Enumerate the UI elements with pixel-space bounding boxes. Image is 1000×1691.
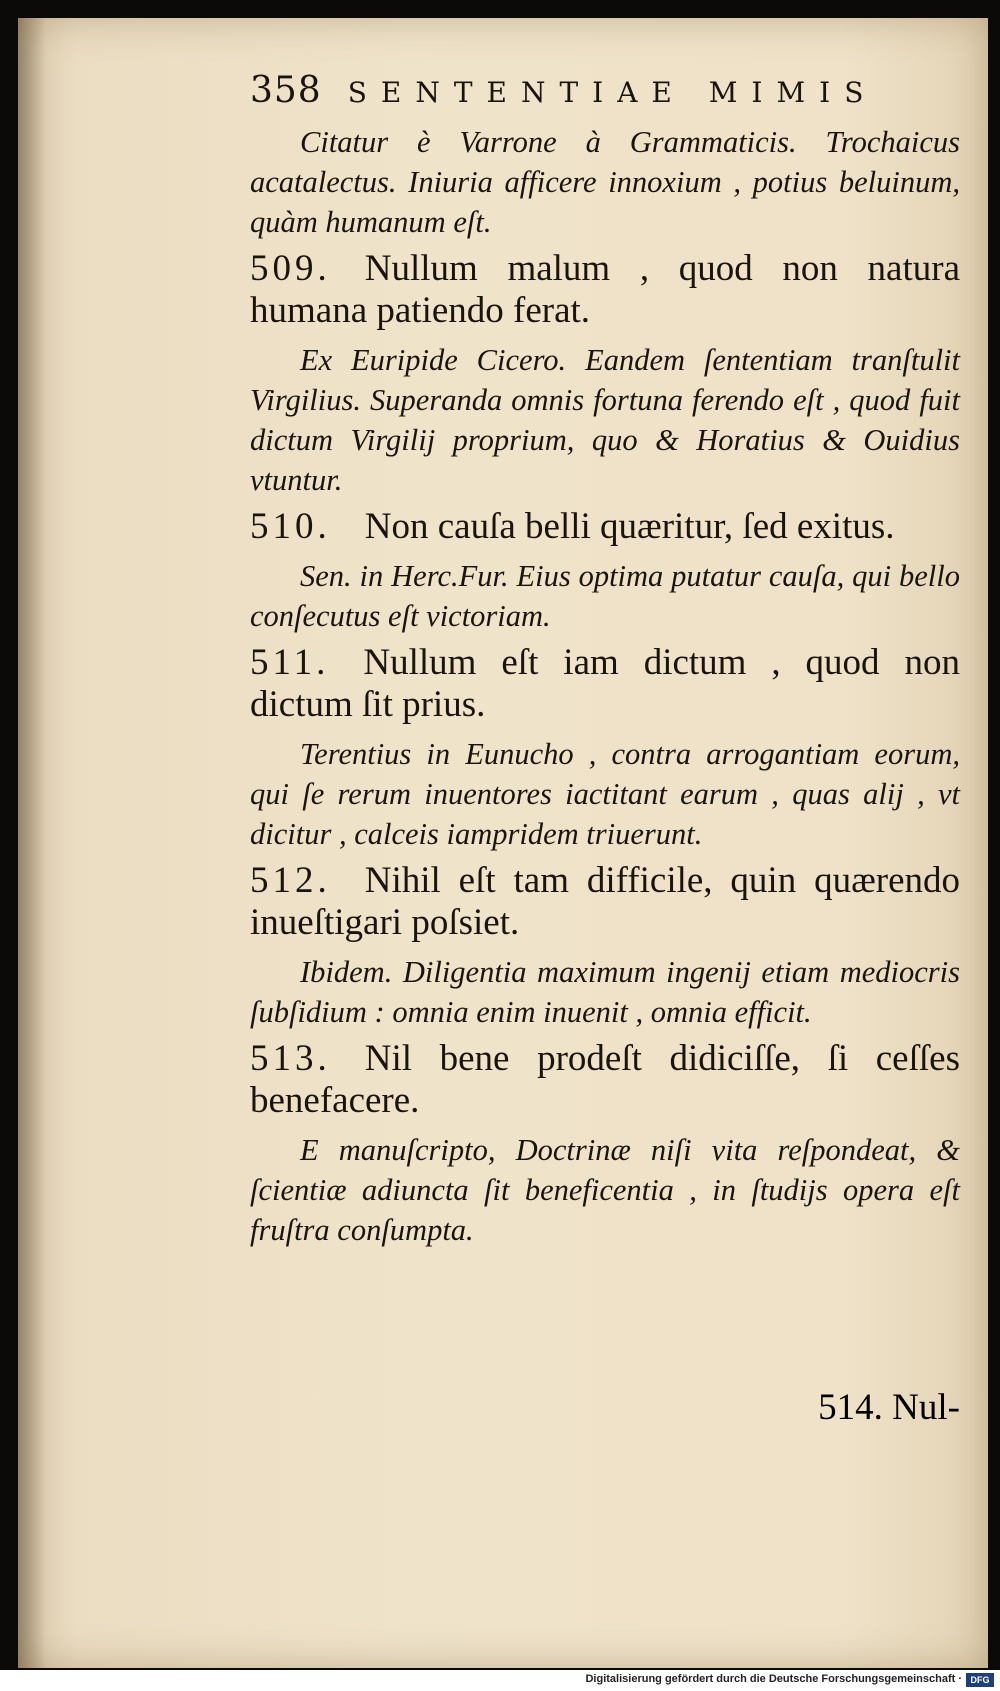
sentence-513 — [250, 1038, 960, 1122]
sentence-number: 513. — [250, 1038, 331, 1079]
sentence-512 — [250, 860, 960, 944]
sentence-511 — [250, 642, 960, 726]
sentence-number: 509. — [250, 248, 331, 289]
commentary-509: Ex Euripide Cicero. Eandem ſententiam tranſtulit Virgilius. Superanda omnis fortuna ferendo eſt , quod fuit dictum Virgilij proprium, quo & Horatius & Ouidius vtuntur. — [250, 343, 960, 497]
commentary-508: Citatur è Varrone à Grammaticis. Trochaicus acatalectus. Iniuria afficere innoxium , potius beluinum, quàm humanum eſt. — [250, 125, 960, 239]
commentary-512: Ibidem. Diligentia maximum ingenij etiam mediocris ſubſidium : omnia enim inuenit , omnia efficit. — [250, 955, 960, 1029]
commentary-513: E manuſcripto, Doctrinæ niſi vita reſpondeat, & ſcientiæ adiuncta ſit beneficentia , in ſtudijs opera eſt fruſtra conſumpta. — [250, 1133, 960, 1247]
sentence-509 — [250, 248, 960, 332]
page-text — [250, 70, 960, 1250]
sentence-text: Nullum malum , quod non natura humana patiendo ferat. — [250, 248, 960, 331]
digitization-credit: Digitalisierung gefördert durch die Deutsche Forschungsgemeinschaft · — [585, 1673, 962, 1685]
commentary-511: Terentius in Eunucho , contra arrogantiam eorum, qui ſe rerum inuentores iactitant earum , quas alij , vt dicitur , calceis iampridem triuerunt. — [250, 737, 960, 851]
sentence-text: Nihil eſt tam difficile, quin quærendo inueſtigari poſsiet. — [250, 860, 960, 943]
sentence-text: Nil bene prodeſt didiciſſe, ſi ceſſes benefacere. — [250, 1038, 960, 1121]
running-header — [250, 70, 960, 122]
page-number: 358 — [250, 70, 322, 111]
sentence-text: Non cauſa belli quæritur, ſed exitus. — [364, 506, 895, 547]
sentence-text: Nullum eſt iam dictum , quod non dictum ſit prius. — [250, 642, 960, 725]
footer-bar — [0, 1670, 1000, 1691]
dfg-logo: DFG — [966, 1673, 994, 1687]
sentence-510 — [250, 506, 960, 548]
catchword: 514. Nul- — [818, 1387, 960, 1428]
page-gutter-shadow — [18, 18, 46, 1668]
sentence-number: 512. — [250, 860, 331, 901]
commentary-510: Sen. in Herc.Fur. Eius optima putatur cauſa, qui bello conſecutus eſt victoriam. — [250, 559, 960, 633]
sentence-number: 510. — [250, 506, 331, 547]
running-title: SENTENTIAE MIMIS — [347, 76, 878, 109]
sentence-number: 511. — [250, 642, 330, 683]
